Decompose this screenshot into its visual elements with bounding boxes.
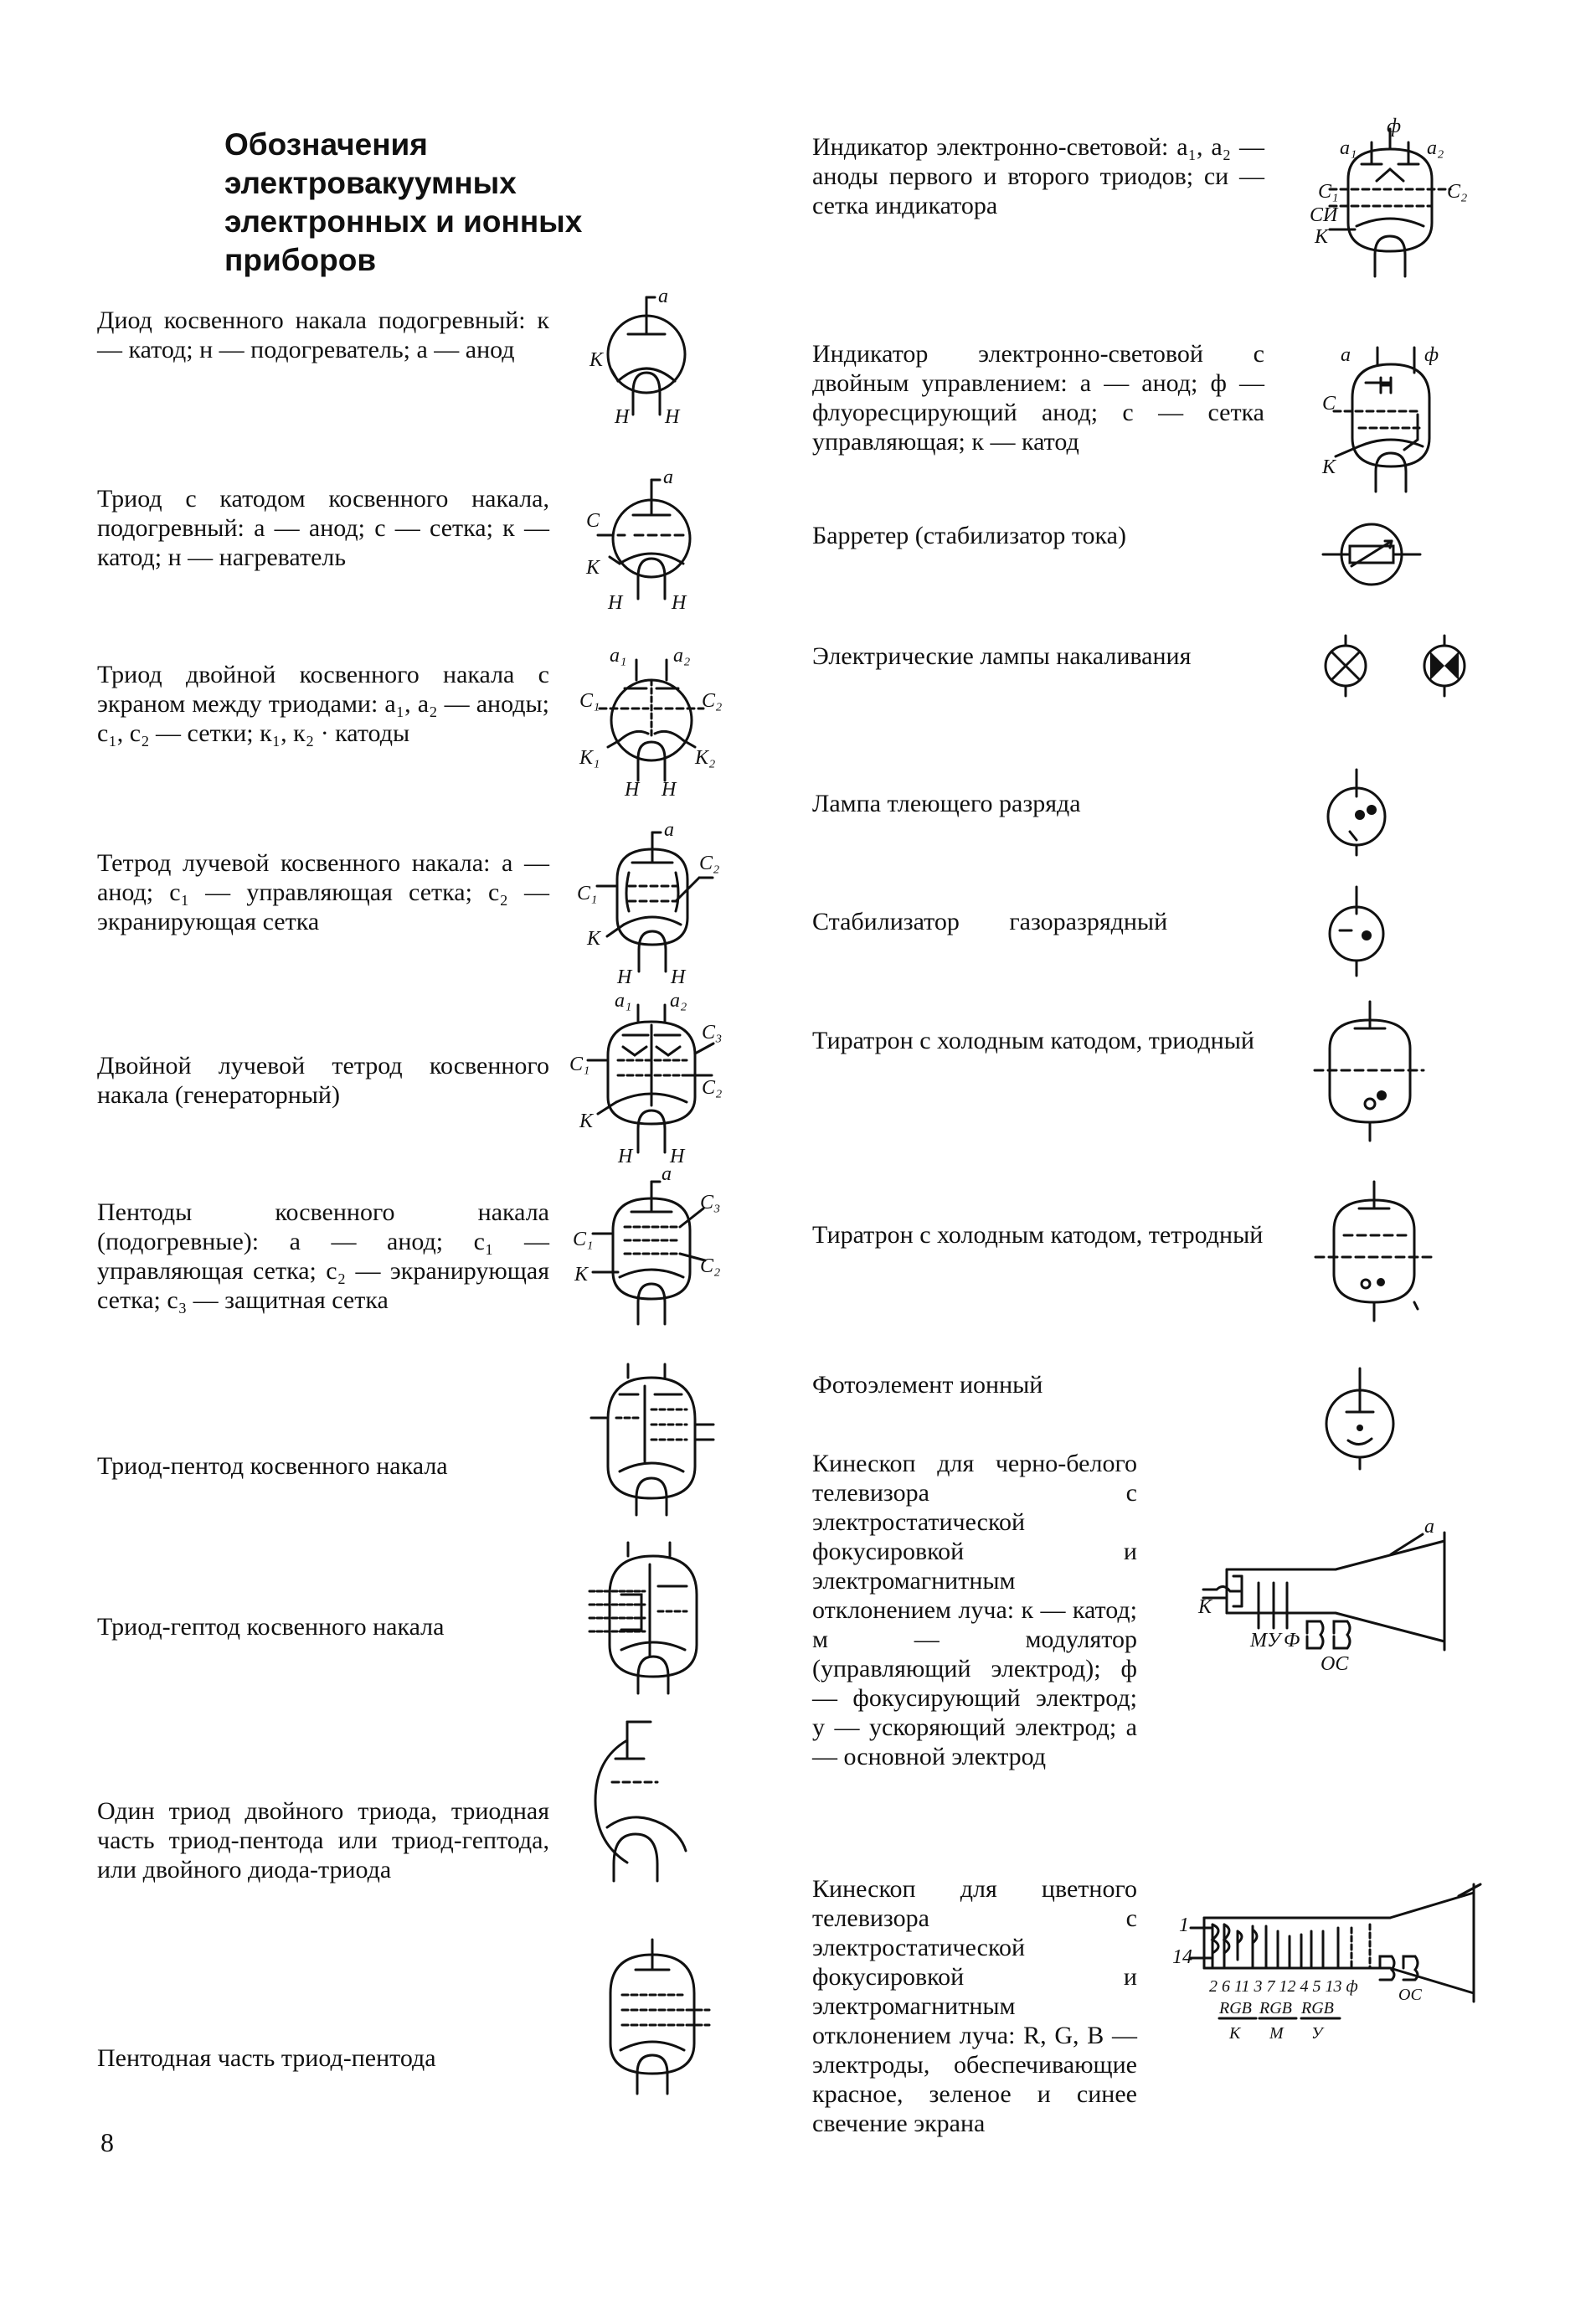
glow-lamp-symbol xyxy=(1315,766,1407,863)
triode-heptode-symbol xyxy=(578,1539,728,1703)
label-c2: С₂ xyxy=(702,690,723,712)
label-h2: Н xyxy=(671,966,686,988)
label-k: К xyxy=(574,1264,588,1286)
pentode-part-description: Пентодная часть триод-пентода xyxy=(97,2044,436,2072)
tuning-indicator-symbol xyxy=(1306,117,1474,289)
indicator-1-description: Индикатор электронно-световой: а₁, а₂ — аноды первого и второго триодов; си — сетка индикатора xyxy=(812,133,1264,219)
label-a: а xyxy=(1341,344,1351,366)
kinescope-bw-description: Кинескоп для черно-белого телевизора с электростатической фокусировкой и электромагнитным отклонением луча: к — катод; м — модулятор (управляющий электрод); ф — фокусирующий электрод; у — ускоряющий электрод; а — основной электрод xyxy=(812,1450,1137,1770)
label-rgb1: RGB xyxy=(1219,1999,1252,2017)
photocell-description: Фотоэлемент ионный xyxy=(812,1371,1043,1399)
label-p1: 1 xyxy=(1179,1914,1189,1936)
page-title: Обозначения электровакуумных электронных и ионных приборов xyxy=(224,127,583,277)
pentode-description: Пентоды косвенного накала (подогревные): а — анод; с₁ — управляющая сетка; с₂ — экранирующая сетка; с₃ — защитная сетка xyxy=(97,1198,549,1314)
triode-pentode-description: Триод-пентод косвенного накала xyxy=(97,1452,448,1480)
ionic-photocell-symbol xyxy=(1315,1365,1407,1478)
label-h2: Н xyxy=(670,1146,685,1167)
label-k: К xyxy=(589,349,603,371)
triode-symbol xyxy=(569,465,737,620)
label-a1: а₁ xyxy=(610,645,627,667)
label-k: К xyxy=(1229,2024,1241,2043)
barretter-description: Барретер (стабилизатор тока) xyxy=(812,522,1126,549)
label-h2: Н xyxy=(665,406,680,428)
label-a2: а₂ xyxy=(1427,137,1444,159)
label-a2: а₂ xyxy=(673,645,691,667)
thyratron-tetrode-description: Тиратрон с холодным катодом, тетродный xyxy=(812,1221,1264,1249)
label-k1: К₁ xyxy=(579,747,600,769)
label-k: К xyxy=(586,557,600,579)
label-c2: С₂ xyxy=(702,1077,723,1099)
label-c: С xyxy=(586,510,600,532)
label-a: а xyxy=(663,466,673,488)
label-h1: Н xyxy=(618,1146,633,1167)
thyratron-triode-description: Тиратрон с холодным катодом, триодный xyxy=(812,1027,1254,1054)
double-triode-symbol xyxy=(569,636,737,808)
label-h1: Н xyxy=(615,406,630,428)
label-h2: Н xyxy=(662,779,677,801)
label-os: ОС xyxy=(1398,1986,1422,2004)
beam-tetrode-description: Тетрод лучевой косвенного накала: а — анод; с₁ — управляющая сетка; с₂ — экранирующая сетка xyxy=(97,849,549,935)
label-p14: 14 xyxy=(1172,1946,1192,1968)
incandescent-description: Электрические лампы накаливания xyxy=(812,642,1192,670)
incandescent-lamp-symbol xyxy=(1310,632,1495,703)
label-u: У xyxy=(1267,1630,1281,1652)
indicator-2-description: Индикатор электронно-световой с двойным управлением: а — анод; ф — флуоресцирующий анод; с — сетка управляющая; к — катод xyxy=(812,340,1264,456)
label-m: М xyxy=(1250,1630,1267,1652)
glow-lamp-description: Лампа тлеющего разряда xyxy=(812,790,1081,817)
color-kinescope-symbol xyxy=(1172,1876,1507,2081)
single-triode-description: Один триод двойного триода, триодная часть триод-пентода или триод-гептода, или двойного диода-триода xyxy=(97,1797,549,1883)
single-triode-part-symbol xyxy=(582,1717,716,1889)
label-si: СИ xyxy=(1310,204,1338,226)
label-k: К xyxy=(1322,456,1336,478)
label-f: ф xyxy=(1424,344,1439,366)
label-c2: С₂ xyxy=(700,1255,721,1277)
page-number: 8 xyxy=(100,2127,114,2157)
label-c1: С₁ xyxy=(1318,181,1339,203)
stabilizer-description: Стабилизатор газоразрядный xyxy=(812,908,1168,935)
label-c3: С₃ xyxy=(700,1192,721,1214)
label-c1: С₁ xyxy=(573,1229,594,1250)
label-h1: Н xyxy=(617,966,632,988)
label-k2: К₂ xyxy=(695,747,716,769)
triode-heptode-description: Триод-гептод косвенного накала xyxy=(97,1613,445,1641)
label-rgb3: RGB xyxy=(1301,1999,1334,2017)
double-beam-tetrode-description: Двойной лучевой тетрод косвенного накала (генераторный) xyxy=(97,1052,549,1109)
triode-description: Триод с катодом косвенного накала, подогревный: а — анод; с — сетка; к — катод; н — нагреватель xyxy=(97,485,549,571)
label-c2: С₂ xyxy=(1447,181,1468,203)
diode-description: Диод косвенного накала подогревный: к — катод; н — подогреватель; а — анод xyxy=(97,307,549,363)
gas-stabilizer-symbol xyxy=(1315,884,1407,988)
label-c: С xyxy=(1322,393,1336,415)
label-k: К xyxy=(1198,1596,1212,1618)
label-a1: а₁ xyxy=(615,990,632,1012)
bw-kinescope-symbol xyxy=(1193,1516,1461,1729)
label-h2: Н xyxy=(672,592,687,614)
label-f: Ф xyxy=(1284,1630,1300,1652)
diode-indirect-symbol xyxy=(561,286,728,435)
beam-tetrode-symbol xyxy=(574,819,741,991)
label-k: К xyxy=(579,1110,593,1132)
label-u: У xyxy=(1311,2024,1323,2043)
kinescope-color-description: Кинескоп для цветного телевизора с электростатической фокусировкой и электромагнитным отклонением луча: R, G, B — электроды, обеспечивающие красное, зеленое и синее свечение экрана xyxy=(812,1875,1137,2137)
label-c1: С₁ xyxy=(579,690,600,712)
label-f: ф xyxy=(1387,116,1402,137)
dual-control-indicator-symbol xyxy=(1310,339,1478,502)
label-os: ОС xyxy=(1321,1653,1349,1675)
label-pins: 2 6 11 3 7 12 4 5 13 ф xyxy=(1209,1977,1358,1996)
label-a: а xyxy=(1424,1516,1434,1538)
thyratron-triode-symbol xyxy=(1306,997,1432,1152)
barretter-symbol xyxy=(1315,513,1432,600)
label-a: а xyxy=(658,286,668,307)
label-h1: Н xyxy=(625,779,640,801)
label-c1: С₁ xyxy=(569,1054,590,1075)
label-c3: С₃ xyxy=(702,1022,723,1043)
pentode-part-symbol xyxy=(582,1935,733,2106)
triode-pentode-symbol xyxy=(578,1361,728,1524)
label-a1: а₁ xyxy=(1340,137,1357,159)
label-h1: Н xyxy=(608,592,623,614)
label-m: М xyxy=(1269,2024,1284,2043)
label-c1: С₁ xyxy=(577,883,598,904)
label-k: К xyxy=(587,928,600,950)
label-rgb2: RGB xyxy=(1259,1999,1292,2017)
label-c2: С₂ xyxy=(699,853,720,874)
label-k: К xyxy=(1315,226,1328,248)
label-a: а xyxy=(662,1163,672,1185)
pentode-symbol xyxy=(569,1163,737,1340)
double-triode-description: Триод двойной косвенного накала с экраном между триодами: а₁, а₂ — аноды; с₁, с₂ — сетки; к₁, к₂ · катоды xyxy=(97,661,549,747)
label-a: а xyxy=(664,819,674,841)
label-a2: а₂ xyxy=(670,990,687,1012)
thyratron-tetrode-symbol xyxy=(1310,1177,1436,1332)
double-beam-tetrode-symbol xyxy=(569,988,737,1168)
